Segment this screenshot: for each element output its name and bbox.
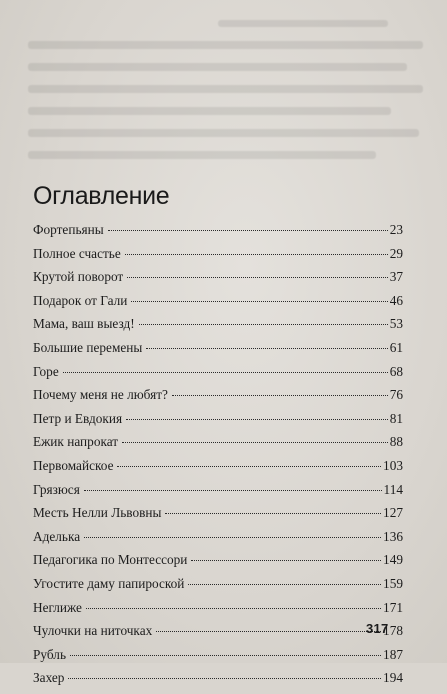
toc-entry bbox=[33, 576, 403, 600]
toc-entry-title: Почему меня не любят? bbox=[33, 387, 168, 403]
toc-entry-page: 178 bbox=[383, 623, 403, 639]
dot-leader bbox=[146, 348, 387, 349]
toc-entry-page: 103 bbox=[383, 457, 403, 473]
dot-leader bbox=[122, 442, 388, 443]
dot-leader bbox=[131, 301, 387, 302]
toc-entry-title: Горе bbox=[33, 363, 59, 379]
toc-entry bbox=[33, 246, 403, 270]
toc-entry bbox=[33, 387, 403, 411]
dot-leader bbox=[125, 254, 388, 255]
toc-entry-title: Мама, ваш выезд! bbox=[33, 316, 135, 332]
dot-leader bbox=[108, 230, 388, 231]
toc-entry bbox=[33, 293, 403, 317]
toc-entry-title: Грязюся bbox=[33, 481, 80, 497]
toc-entry-page: 81 bbox=[389, 410, 403, 426]
toc-entry bbox=[33, 222, 403, 246]
dot-leader bbox=[84, 490, 382, 491]
toc-entry-page: 114 bbox=[383, 481, 403, 497]
toc-entry bbox=[33, 670, 403, 694]
toc-entry-title: Угостите даму папироской bbox=[33, 575, 185, 591]
toc-entry bbox=[33, 623, 403, 647]
dot-leader bbox=[86, 608, 381, 609]
dot-leader bbox=[165, 513, 381, 514]
toc-entry-page: 136 bbox=[383, 528, 403, 544]
toc-entry-title: Неглиже bbox=[33, 599, 82, 615]
toc-entry-title: Подарок от Гали bbox=[33, 292, 128, 308]
toc-entry-title: Большие перемены bbox=[33, 339, 143, 355]
dot-leader bbox=[156, 631, 381, 632]
dot-leader bbox=[117, 466, 381, 467]
toc-entry-title: Фортепьяны bbox=[33, 222, 104, 237]
toc-entry bbox=[33, 316, 403, 340]
toc-entry-title: Рубль bbox=[33, 646, 67, 662]
dot-leader bbox=[68, 678, 381, 679]
toc-entry-page: 187 bbox=[383, 646, 403, 662]
dot-leader bbox=[188, 584, 381, 585]
toc-entry bbox=[33, 340, 403, 364]
dot-leader bbox=[84, 537, 381, 538]
page-number: 317 bbox=[366, 621, 389, 636]
toc-entry-page: 46 bbox=[389, 292, 403, 308]
toc-entry bbox=[33, 482, 403, 506]
dot-leader bbox=[127, 277, 387, 278]
toc-entry-page: 194 bbox=[383, 670, 403, 686]
toc-entry-title: Аделька bbox=[33, 528, 81, 544]
toc-entry-title: Чулочки на ниточках bbox=[33, 623, 153, 639]
dot-leader bbox=[172, 395, 388, 396]
dot-leader bbox=[70, 655, 381, 656]
toc-entry-title: Первомайское bbox=[33, 457, 114, 473]
toc-entry-title: Педагогика по Монтессори bbox=[33, 552, 188, 568]
page-title: Оглавление bbox=[33, 182, 170, 210]
toc-entry bbox=[33, 505, 403, 529]
toc-entry-page: 149 bbox=[383, 552, 403, 568]
toc-entry bbox=[33, 458, 403, 482]
toc-entry-title: Захер bbox=[33, 670, 65, 686]
toc-entry-page: 68 bbox=[389, 363, 403, 379]
toc-entry bbox=[33, 529, 403, 553]
toc-entry bbox=[33, 434, 403, 458]
toc-entry-page: 88 bbox=[389, 434, 403, 450]
toc-entry-page: 76 bbox=[389, 387, 403, 403]
toc-entry-title: Месть Нелли Львовны bbox=[33, 505, 162, 521]
toc-entry-title: Полное счастье bbox=[33, 245, 121, 261]
toc-entry-title: Петр и Евдокия bbox=[33, 410, 123, 426]
toc-entry bbox=[33, 647, 403, 671]
show-through-text bbox=[28, 20, 423, 190]
toc-entry-page: 61 bbox=[389, 339, 403, 355]
toc-entry bbox=[33, 364, 403, 388]
table-of-contents bbox=[33, 222, 403, 694]
toc-entry bbox=[33, 600, 403, 624]
toc-entry-page: 127 bbox=[383, 505, 403, 521]
toc-entry-page: 159 bbox=[383, 575, 403, 591]
toc-entry-page: 23 bbox=[389, 222, 403, 237]
dot-leader bbox=[191, 560, 381, 561]
toc-entry-page: 53 bbox=[389, 316, 403, 332]
toc-entry-title: Ежик напрокат bbox=[33, 434, 119, 450]
toc-entry-title: Крутой поворот bbox=[33, 269, 124, 285]
toc-entry-page: 171 bbox=[383, 599, 403, 615]
dot-leader bbox=[139, 324, 388, 325]
toc-entry-page: 29 bbox=[389, 245, 403, 261]
dot-leader bbox=[63, 372, 388, 373]
toc-entry bbox=[33, 411, 403, 435]
toc-entry bbox=[33, 552, 403, 576]
dot-leader bbox=[126, 419, 388, 420]
toc-entry-page: 37 bbox=[389, 269, 403, 285]
toc-entry bbox=[33, 269, 403, 293]
